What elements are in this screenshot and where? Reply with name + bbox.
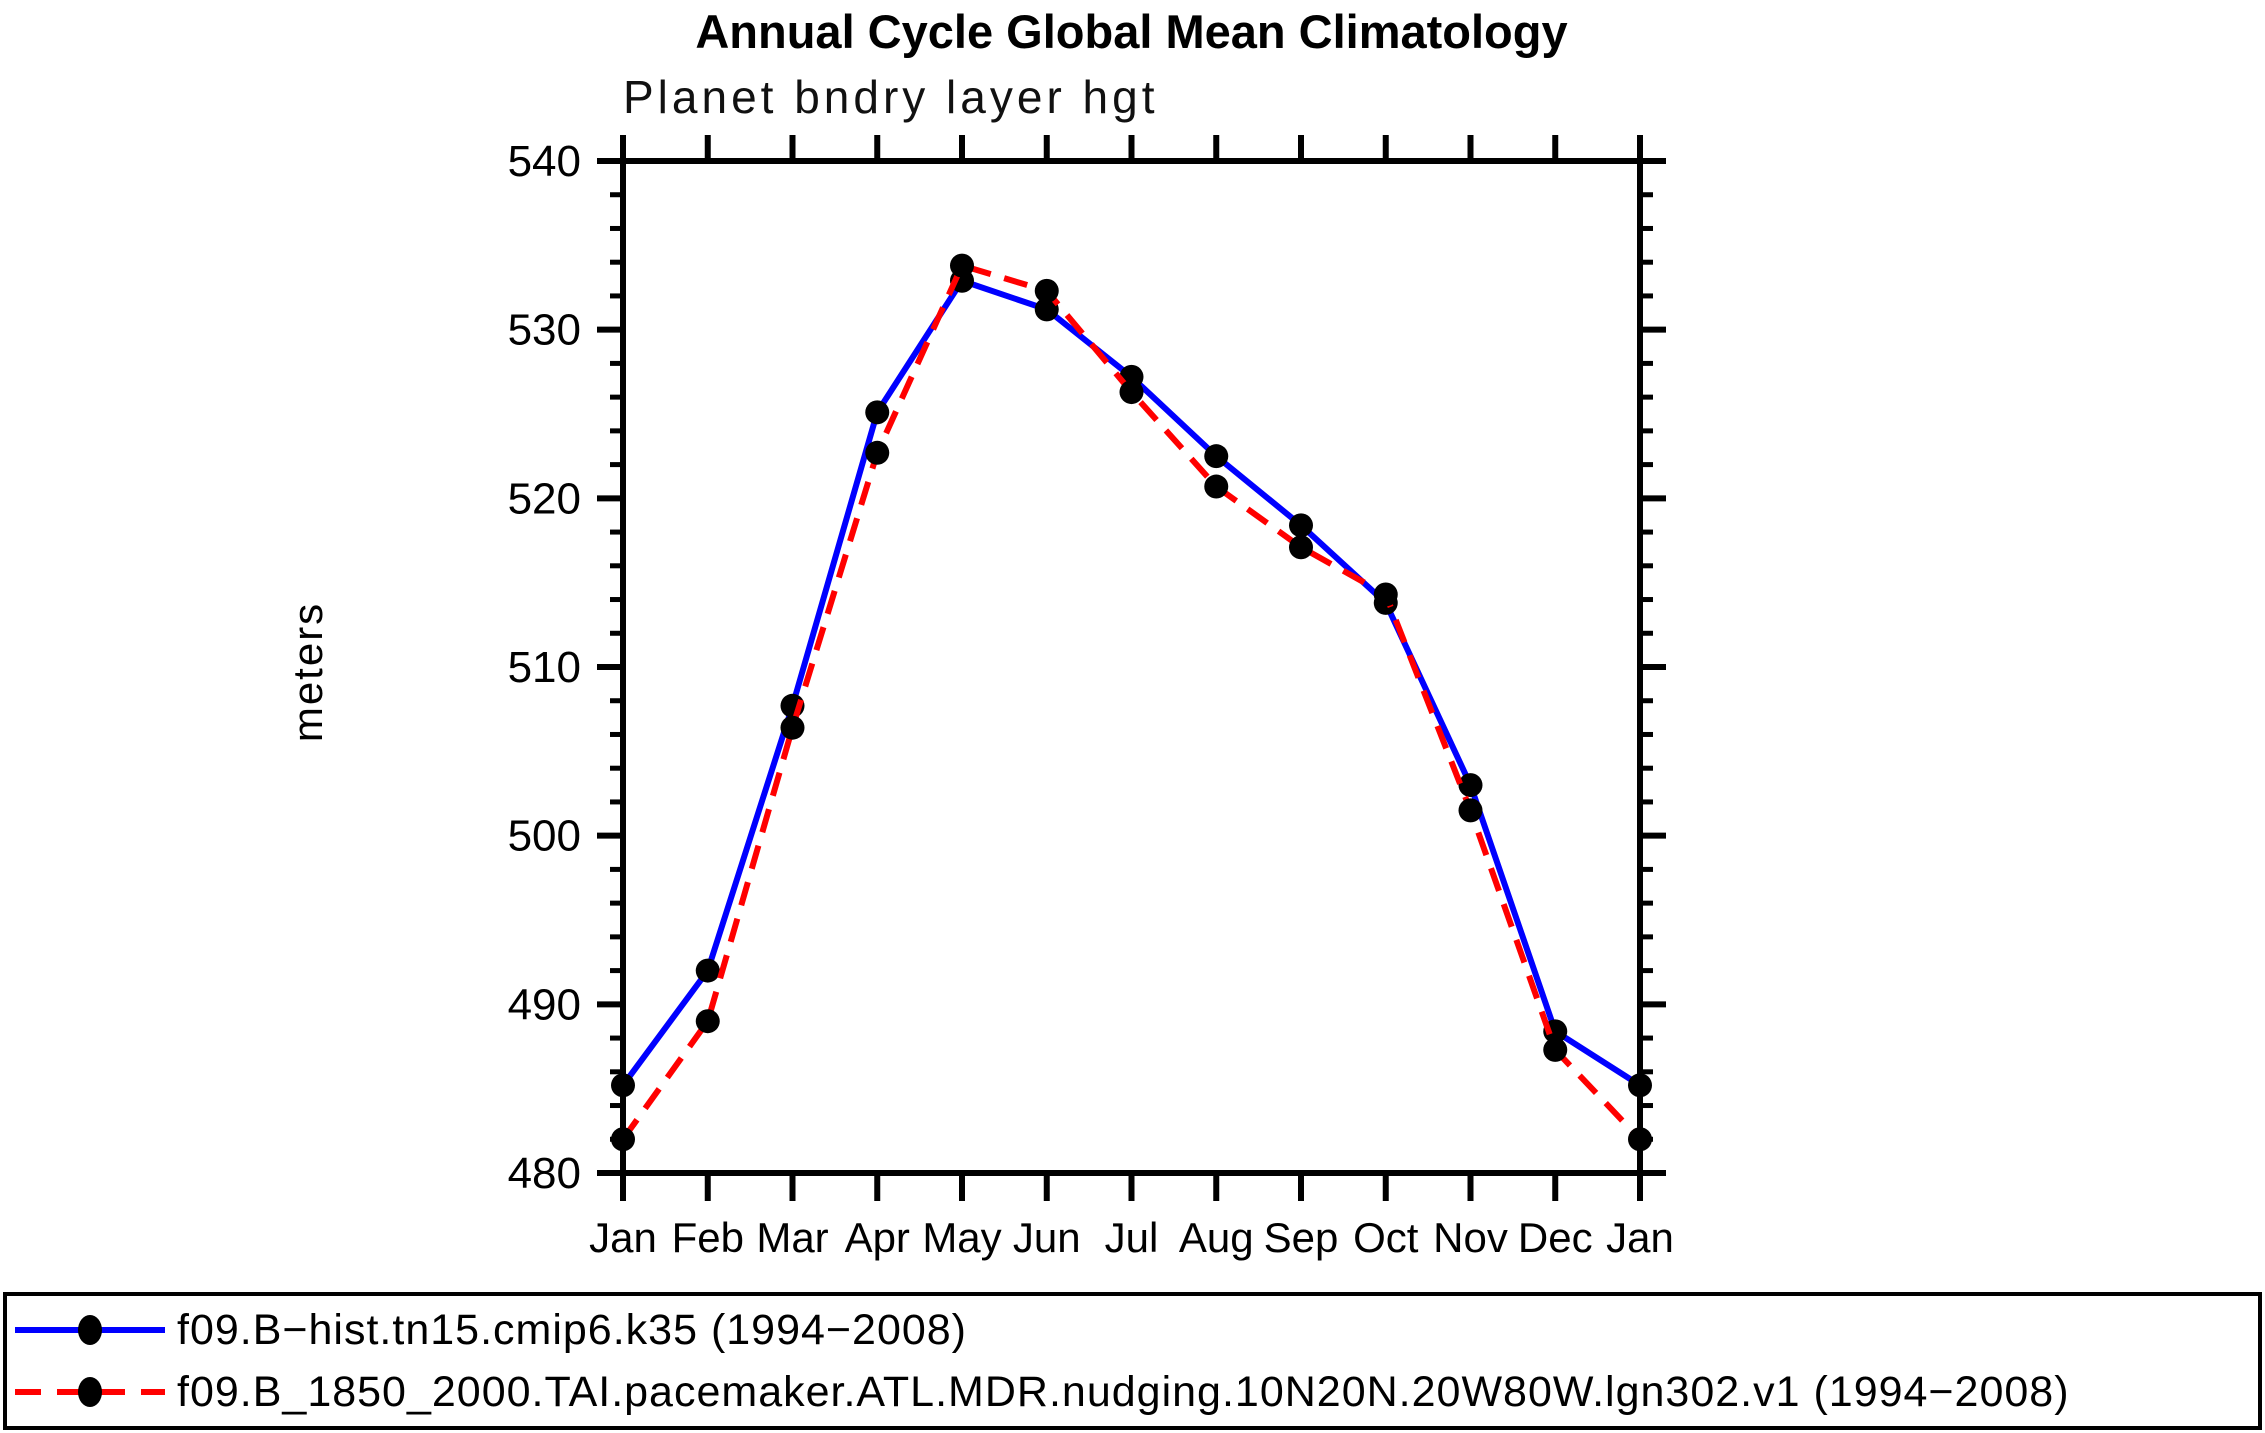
- data-point: [1628, 1073, 1652, 1097]
- data-point: [1204, 444, 1228, 468]
- y-tick-label: 530: [507, 305, 581, 355]
- y-tick-label: 490: [507, 980, 581, 1030]
- y-tick-label: 520: [507, 474, 581, 524]
- data-point: [781, 716, 805, 740]
- x-tick-label: Aug: [1178, 1214, 1254, 1261]
- axis-ticks: [597, 135, 1666, 1201]
- x-tick-label: Apr: [844, 1214, 910, 1261]
- x-tick-label: Nov: [1433, 1214, 1508, 1261]
- legend-marker-icon: [78, 1315, 102, 1345]
- legend-row: [7, 1368, 2258, 1416]
- y-axis-title: meters: [284, 601, 331, 743]
- legend-key-line-dashed: [7, 1368, 177, 1416]
- x-tick-label: May: [922, 1214, 1002, 1261]
- data-point: [1459, 798, 1483, 822]
- legend: [3, 1292, 2262, 1430]
- data-point: [1628, 1127, 1652, 1151]
- x-tick-label: Dec: [1517, 1214, 1593, 1261]
- chart-title: Annual Cycle Global Mean Climatology: [695, 5, 1568, 58]
- y-tick-label: 500: [507, 811, 581, 861]
- data-point: [1035, 279, 1059, 303]
- x-tick-label: Jan: [1606, 1214, 1674, 1261]
- x-tick-label: Jun: [1012, 1214, 1081, 1261]
- legend-label-series1: f09.B−hist.tn15.cmip6.k35 (1994−2008): [177, 1305, 968, 1354]
- data-point: [1204, 475, 1228, 499]
- data-point: [1374, 582, 1398, 606]
- x-tick-label: Jan: [589, 1214, 657, 1261]
- data-point: [1459, 773, 1483, 797]
- legend-row: [7, 1306, 2258, 1354]
- y-tick-label: 510: [507, 643, 581, 692]
- data-point: [950, 254, 974, 278]
- x-tick-label: Oct: [1353, 1214, 1419, 1261]
- data-point: [611, 1127, 635, 1151]
- x-tick-labels: [589, 1214, 1674, 1261]
- data-series: [611, 254, 1652, 1152]
- x-tick-label: Mar: [756, 1214, 829, 1261]
- data-point: [696, 1009, 720, 1033]
- x-tick-label: Feb: [671, 1214, 744, 1261]
- y-tick-label: 540: [507, 137, 581, 186]
- chart-subtitle: Planet bndry layer hgt: [623, 71, 1159, 123]
- y-tick-labels: [508, 137, 581, 1198]
- data-point: [1543, 1038, 1567, 1062]
- x-tick-label: Sep: [1263, 1214, 1339, 1261]
- y-tick-label: 480: [507, 1149, 581, 1198]
- legend-key-line-solid: [7, 1306, 177, 1354]
- data-point: [1289, 535, 1313, 559]
- data-point: [696, 959, 720, 983]
- data-point: [1120, 380, 1144, 404]
- x-tick-label: Jul: [1104, 1214, 1159, 1261]
- data-point: [865, 400, 889, 424]
- legend-marker-icon: [78, 1377, 102, 1407]
- axes-frame: [597, 135, 1666, 1199]
- data-point: [1289, 513, 1313, 537]
- legend-label-series2: f09.B_1850_2000.TAI.pacemaker.ATL.MDR.nudging.10N20N.20W80W.lgn302.v1 (1994−2008): [177, 1367, 2070, 1416]
- data-point: [865, 441, 889, 465]
- data-point: [611, 1073, 635, 1097]
